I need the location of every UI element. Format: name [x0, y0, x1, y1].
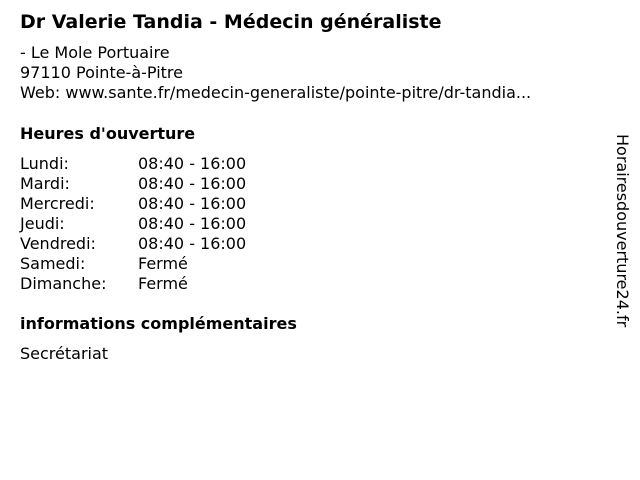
hours-day: Lundi: [20, 154, 69, 173]
hours-time: 08:40 - 16:00 [138, 174, 247, 193]
hours-day: Samedi: [20, 254, 86, 273]
hours-day: Jeudi: [20, 214, 65, 233]
address-website[interactable]: Web: www.sante.fr/medecin-generaliste/pointe-pitre/dr-tandia... [20, 83, 532, 102]
hours-time: 08:40 - 16:00 [138, 234, 247, 253]
page-title: Dr Valerie Tandia - Médecin généraliste [20, 11, 442, 33]
site-brand-label: Horairesdouverture24.fr [613, 134, 632, 328]
address-street: - Le Mole Portuaire [20, 43, 170, 62]
hours-day: Mercredi: [20, 194, 95, 213]
hours-day: Dimanche: [20, 274, 107, 293]
hours-time: 08:40 - 16:00 [138, 194, 247, 213]
opening-hours-heading: Heures d'ouverture [20, 124, 196, 143]
address-city: 97110 Pointe-à-Pitre [20, 63, 183, 82]
hours-day: Vendredi: [20, 234, 96, 253]
hours-time: Fermé [138, 274, 188, 293]
hours-time: Fermé [138, 254, 188, 273]
hours-time: 08:40 - 16:00 [138, 214, 247, 233]
additional-info-heading: informations complémentaires [20, 314, 297, 333]
address-block [20, 43, 531, 103]
hours-time: 08:40 - 16:00 [138, 154, 247, 173]
hours-day: Mardi: [20, 174, 70, 193]
additional-info-text: Secrétariat [20, 344, 109, 363]
